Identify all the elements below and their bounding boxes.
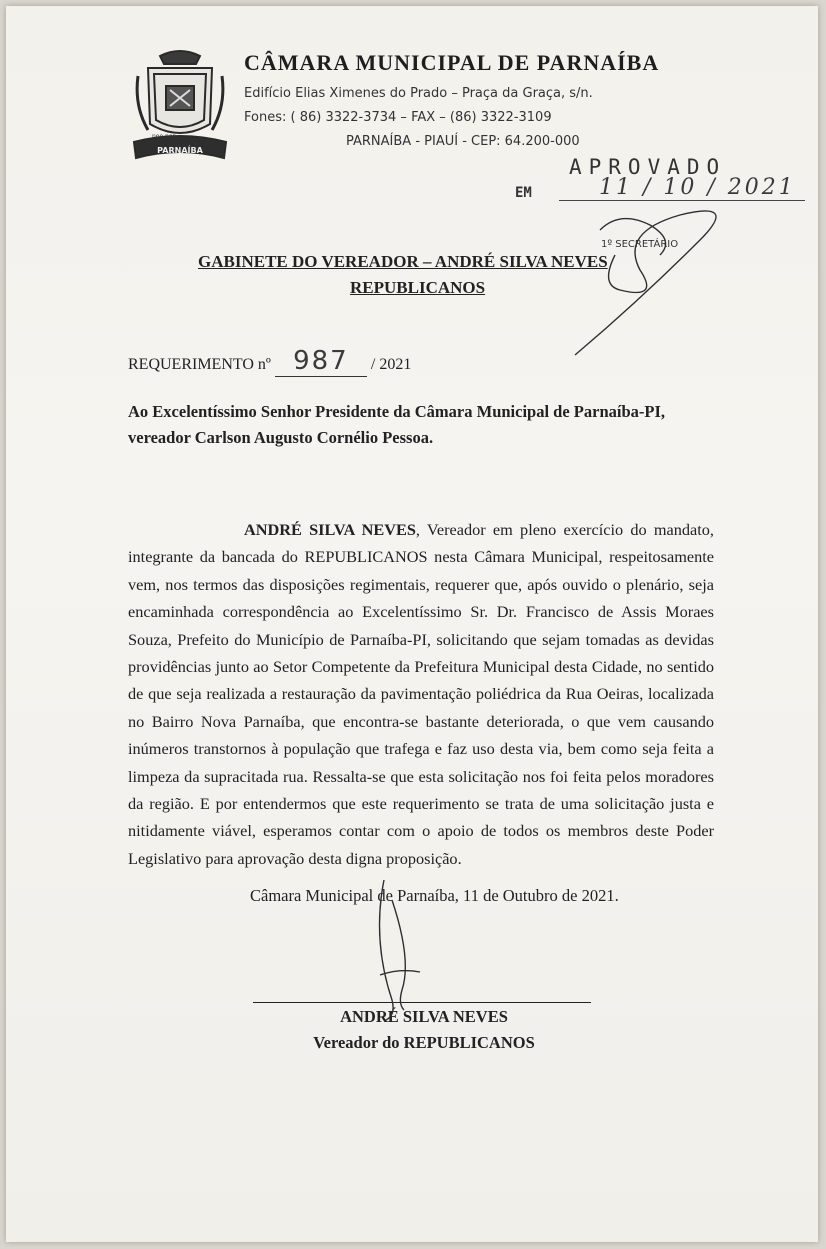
stamp-em-label: EM	[515, 185, 532, 201]
body-author: ANDRÉ SILVA NEVES	[244, 520, 416, 539]
stamp-date: 11 / 10 / 2021	[559, 175, 805, 201]
document-page	[6, 6, 818, 1242]
svg-text:noo non: noo non	[152, 133, 177, 140]
closing-place-date: Câmara Municipal de Parnaíba, 11 de Outubro de 2021.	[250, 886, 619, 905]
addressee-block	[128, 399, 718, 451]
body-text: , Vereador em pleno exercício do mandato, integrante da bancada do REPUBLICANOS nesta Câmara Municipal, respeitosamente vem, nos termos das disposições regimentais, requerer que, após ouvido o plenário, seja encaminhada correspondência ao Excelentíssimo Sr. Dr. Francisco de Assis Moraes Souza, Prefeito do Município de Parnaíba-PI, solicitando que sejam tomadas as devidas providências junto ao Setor Competente da Prefeitura Municipal desta Cidade, no sentido de que seja realizada a restauração da pavimentação poliédrica da Rua Oeiras, localizada no Bairro Nova Parnaíba, que encontra-se bastante deteriorada, o que vem causando inúmeros transtornos à população que trafega e faz uso desta via, bem como seja feita a limpeza da supracitada rua. Ressalta-se que esta solicitação nos foi feita pelos moradores da região. E por entendermos que este requerimento se trata de uma solicitação justa e nitidamente viável, esperamos contar com o apoio de todos os membros deste Poder Legislativo para aprovação desta digna proposição.	[128, 520, 714, 868]
requerimento-label: REQUERIMENTO nº	[128, 356, 271, 373]
requerimento-year: / 2021	[370, 356, 412, 373]
requerimento-line	[128, 346, 411, 377]
stamp-status: APROVADO	[569, 155, 727, 179]
institution-phones: Fones: ( 86) 3322-3734 – FAX – (86) 3322-3109	[244, 110, 552, 125]
body-paragraph	[128, 516, 714, 872]
addressee-line-1: Ao Excelentíssimo Senhor Presidente da Câmara Municipal de Parnaíba-PI,	[128, 402, 666, 421]
crest-banner-text: PARNAÍBA	[157, 146, 203, 155]
signature-role: Vereador do REPUBLICANOS	[313, 1033, 535, 1052]
institution-title: CÂMARA MUNICIPAL DE PARNAÍBA	[244, 50, 660, 75]
office-party: REPUBLICANOS	[350, 278, 486, 297]
institution-address: Edifício Elias Ximenes do Prado – Praça da Graça, s/n.	[244, 86, 593, 101]
addressee-line-2: vereador Carlson Augusto Cornélio Pessoa.	[128, 428, 434, 447]
office-title: GABINETE DO VEREADOR – ANDRÉ SILVA NEVES	[198, 252, 608, 271]
requerimento-number: 987	[275, 346, 367, 377]
signature-line	[253, 1002, 591, 1003]
signature-name: ANDRÉ SILVA NEVES	[340, 1007, 508, 1026]
stamp-role: 1º SECRETÁRIO	[601, 239, 679, 250]
institution-city: PARNAÍBA - PIAUÍ - CEP: 64.200-000	[346, 134, 580, 149]
coat-of-arms-logo	[130, 46, 230, 171]
